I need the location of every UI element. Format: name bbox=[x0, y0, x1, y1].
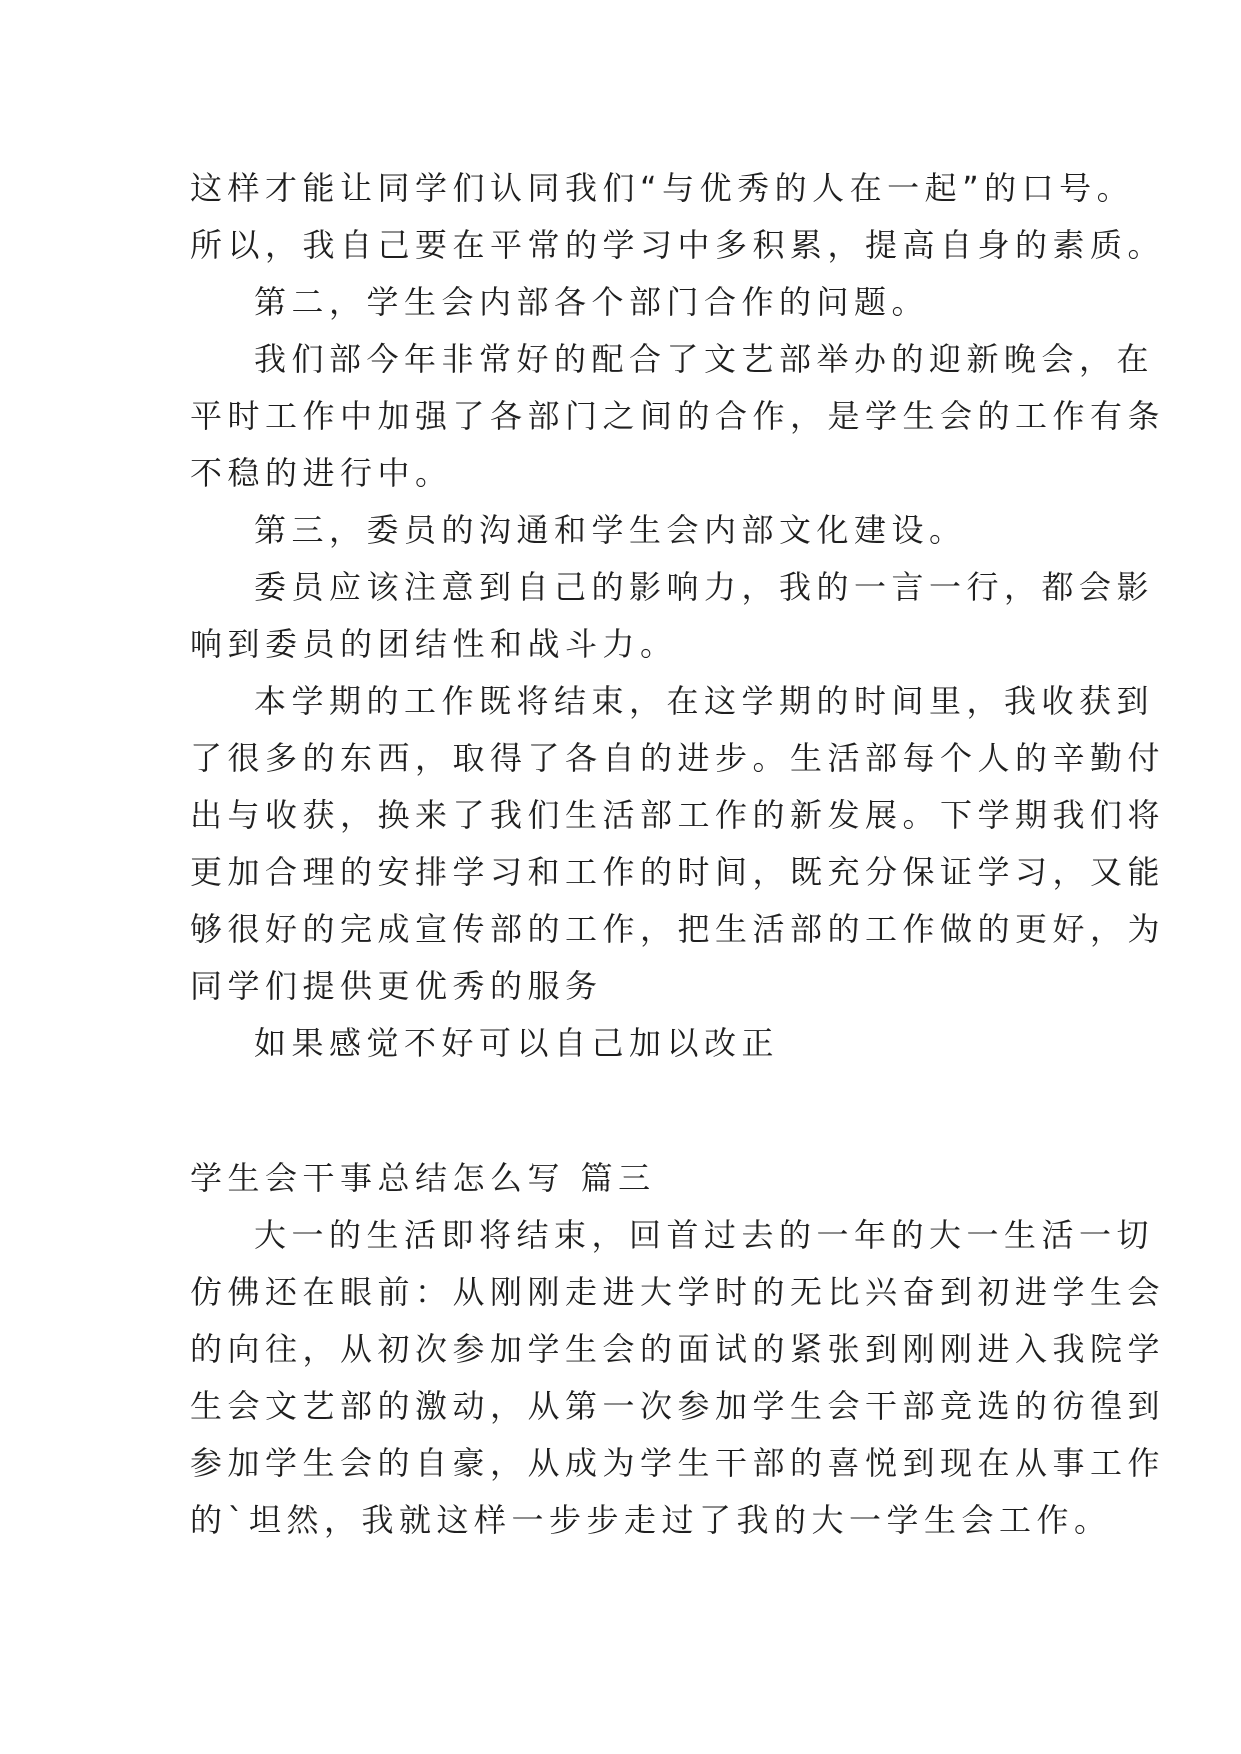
paragraph-heading: 第三，委员的沟通和学生会内部文化建设。 bbox=[254, 511, 967, 549]
text-line: 生会文艺部的激动，从第一次参加学生会干部竞选的彷徨到 bbox=[190, 1387, 1166, 1425]
text-line: 更加合理的安排学习和工作的时间，既充分保证学习，又能 bbox=[190, 853, 1166, 891]
text-line: 大一的生活即将结束，回首过去的一年的大一生活一切 bbox=[254, 1216, 1155, 1254]
text-line: 不稳的进行中。 bbox=[190, 454, 453, 492]
text-line: 同学们提供更优秀的服务 bbox=[190, 967, 603, 1005]
text-line: 响到委员的团结性和战斗力。 bbox=[190, 625, 678, 663]
document-body bbox=[190, 160, 1166, 1549]
text-line: 了很多的东西，取得了各自的进步。生活部每个人的辛勤付 bbox=[190, 739, 1166, 777]
section-spacer bbox=[190, 1072, 1070, 1150]
text-line: 够很好的完成宣传部的工作，把生活部的工作做的更好，为 bbox=[190, 910, 1166, 948]
text-line: 这样才能让同学们认同我们“与优秀的人在一起”的口号。 bbox=[190, 169, 1135, 207]
text-line: 平时工作中加强了各部门之间的合作，是学生会的工作有条 bbox=[190, 397, 1166, 435]
text-line: 仿佛还在眼前：从刚刚走进大学时的无比兴奋到初进学生会 bbox=[190, 1273, 1166, 1311]
text-line: 本学期的工作既将结束，在这学期的时间里，我收获到 bbox=[254, 682, 1155, 720]
text-line: 的`坦然，我就这样一步步走过了我的大一学生会工作。 bbox=[190, 1501, 1112, 1539]
text-line: 委员应该注意到自己的影响力，我的一言一行，都会影 bbox=[254, 568, 1155, 606]
text-line: 我们部今年非常好的配合了文艺部举办的迎新晚会，在 bbox=[254, 340, 1155, 378]
paragraph-heading: 第二，学生会内部各个部门合作的问题。 bbox=[254, 283, 930, 321]
text-line: 参加学生会的自豪，从成为学生干部的喜悦到现在从事工作 bbox=[190, 1444, 1166, 1482]
text-line: 出与收获，换来了我们生活部工作的新发展。下学期我们将 bbox=[190, 796, 1166, 834]
text-line: 的向往，从初次参加学生会的面试的紧张到刚刚进入我院学 bbox=[190, 1330, 1166, 1368]
section-title: 学生会干事总结怎么写 篇三 bbox=[190, 1159, 656, 1197]
text-line: 所以，我自己要在平常的学习中多积累，提高自身的素质。 bbox=[190, 226, 1166, 264]
text-line: 如果感觉不好可以自己加以改正 bbox=[254, 1024, 780, 1062]
